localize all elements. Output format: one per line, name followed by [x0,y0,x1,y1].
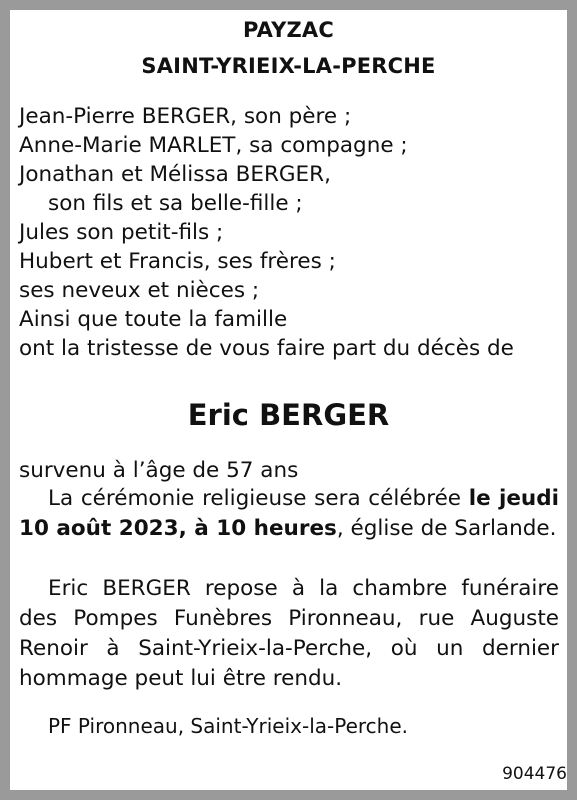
town-heading-saint-yrieix: SAINT-YRIEIX-LA-PERCHE [141,54,436,78]
rest-paragraph [19,574,559,694]
reference-number: 904476 [502,764,567,784]
family-line-brothers: Hubert et Francis, ses frères ; [19,249,336,274]
town-heading-payzac: PAYZAC [242,18,334,42]
ceremony-date: le jeudi 10 août 2023, à 10 heures [19,486,559,541]
family-line-nephews: ses neveux et nièces ; [19,278,260,303]
family-line-son: Jonathan et Mélissa BERGER, [19,162,331,187]
family-line-father: Jean-Pierre BERGER, son père ; [19,104,352,129]
ceremony-text-start: La cérémonie religieuse sera célébrée [48,486,469,511]
age-line: survenu à l’âge de 57 ans [19,458,299,483]
funeral-home-signature: PF Pironneau, Saint-Yrieix-la-Perche. [48,714,408,738]
family-line-son-relation: son fils et sa belle-fille ; [48,191,303,216]
deceased-name: Eric BERGER [187,398,390,432]
family-line-companion: Anne-Marie MARLET, sa compagne ; [19,133,408,158]
rest-text: Eric BERGER repose à la chambre funéraire des Pompes Funèbres Pironneau, rue Auguste Renoir à Saint-Yrieix-la-Perche, où un dernier hommage peut lui être rendu. [19,576,559,691]
ceremony-paragraph [19,484,559,544]
announcement-line: ont la tristesse de vous faire part du décès de [19,336,514,361]
obituary-notice [10,10,567,790]
ceremony-text-end: , église de Sarlande. [336,516,557,541]
family-line-grandson: Jules son petit-fils ; [19,220,224,245]
family-line-family: Ainsi que toute la famille [19,307,288,332]
